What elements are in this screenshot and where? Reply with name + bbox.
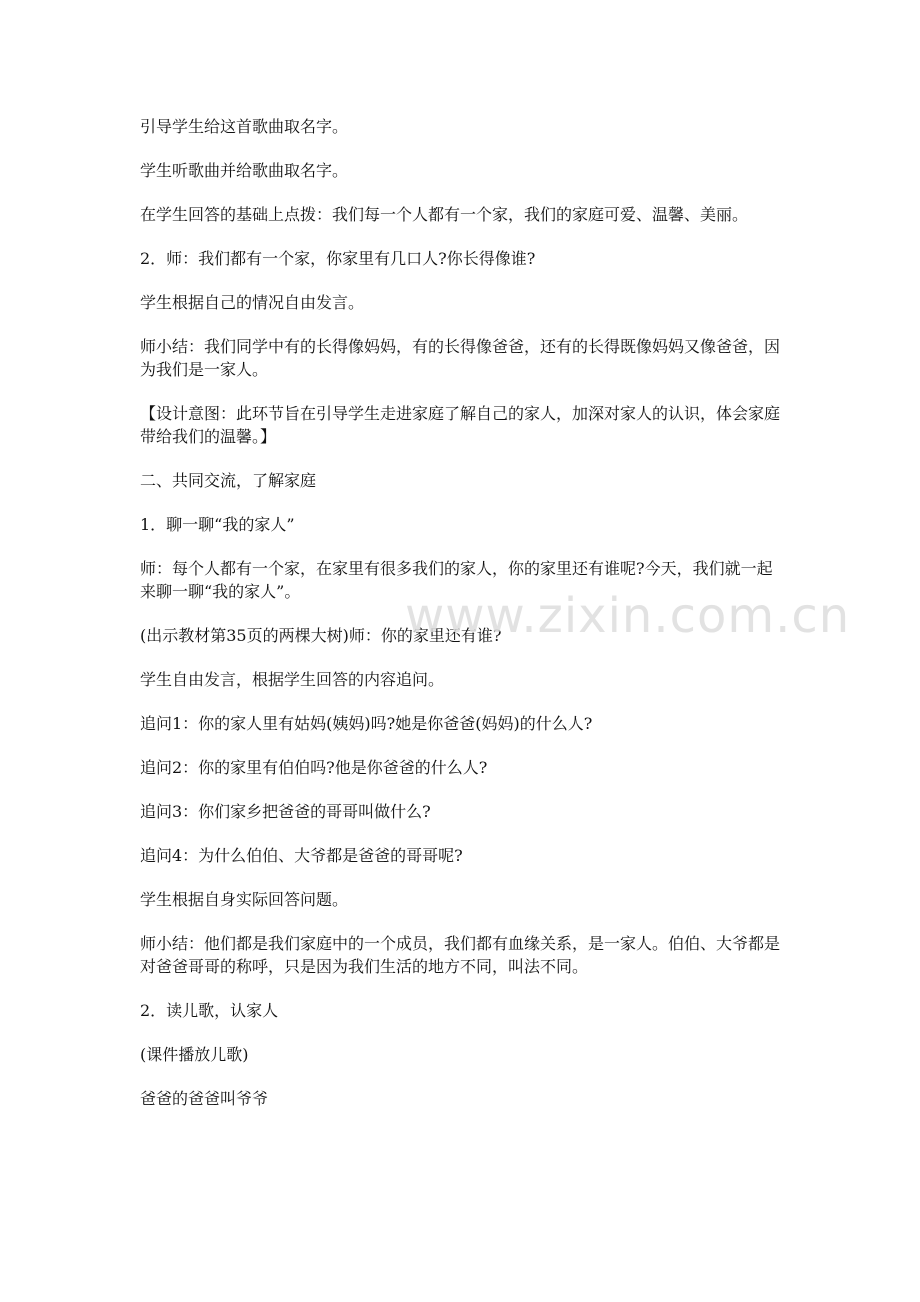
paragraph-students-naming: 学生听歌曲并给歌曲取名字。 (140, 161, 349, 180)
paragraph-question-2: 2．师：我们都有一个家，你家里有几口人?你长得像谁? (140, 249, 536, 268)
paragraph-teacher-prompt: 师：每个人都有一个家，在家里有很多我们的家人，你的家里还有谁呢?今天，我们就一起来聊一聊“我的家人”。 (140, 559, 773, 601)
watermark-text: www.zixin.com.cn (405, 588, 851, 644)
paragraph-follow-up-3: 追问3：你们家乡把爸爸的哥哥叫做什么? (140, 802, 431, 821)
paragraph-follow-up-4: 追问4：为什么伯伯、大爷都是爸爸的哥哥呢? (140, 846, 463, 865)
paragraph-play-rhyme: (课件播放儿歌) (140, 1045, 249, 1064)
paragraph-follow-up-2: 追问2：你的家里有伯伯吗?他是你爸爸的什么人? (140, 758, 488, 777)
section-heading-2: 二、共同交流，了解家庭 (140, 471, 317, 490)
subheading-chat-family: 1．聊一聊“我的家人” (140, 515, 295, 534)
paragraph-rhyme-line-1: 爸爸的爸爸叫爷爷 (140, 1089, 269, 1108)
subheading-read-rhyme: 2．读儿歌，认家人 (140, 1001, 279, 1020)
paragraph-design-intent: 【设计意图：此环节旨在引导学生走进家庭了解自己的家人，加深对家人的认识，体会家庭带给我们的温馨。】 (140, 404, 781, 446)
paragraph-follow-up-1: 追问1：你的家人里有姑妈(姨妈)吗?她是你爸爸(妈妈)的什么人? (140, 714, 593, 733)
paragraph-intro-naming-guide: 引导学生给这首歌曲取名字。 (140, 117, 349, 136)
paragraph-students-free-talk: 学生自由发言，根据学生回答的内容追问。 (140, 670, 445, 689)
paragraph-teacher-hint: 在学生回答的基础上点拨：我们每一个人都有一个家，我们的家庭可爱、温馨、美丽。 (140, 205, 749, 224)
paragraph-teacher-summary-1: 师小结：我们同学中有的长得像妈妈，有的长得像爸爸，还有的长得既像妈妈又像爸爸，因为我们是一家人。 (140, 337, 781, 379)
paragraph-students-answer: 学生根据自身实际回答问题。 (140, 890, 349, 909)
document-body (140, 115, 784, 1131)
paragraph-students-speak: 学生根据自己的情况自由发言。 (140, 293, 365, 312)
paragraph-teacher-summary-2: 师小结：他们都是我们家庭中的一个成员，我们都有血缘关系，是一家人。伯伯、大爷都是对爸爸哥哥的称呼，只是因为我们生活的地方不同，叫法不同。 (140, 934, 781, 976)
paragraph-show-textbook: (出示教材第35页的两棵大树)师：你的家里还有谁? (140, 626, 502, 645)
